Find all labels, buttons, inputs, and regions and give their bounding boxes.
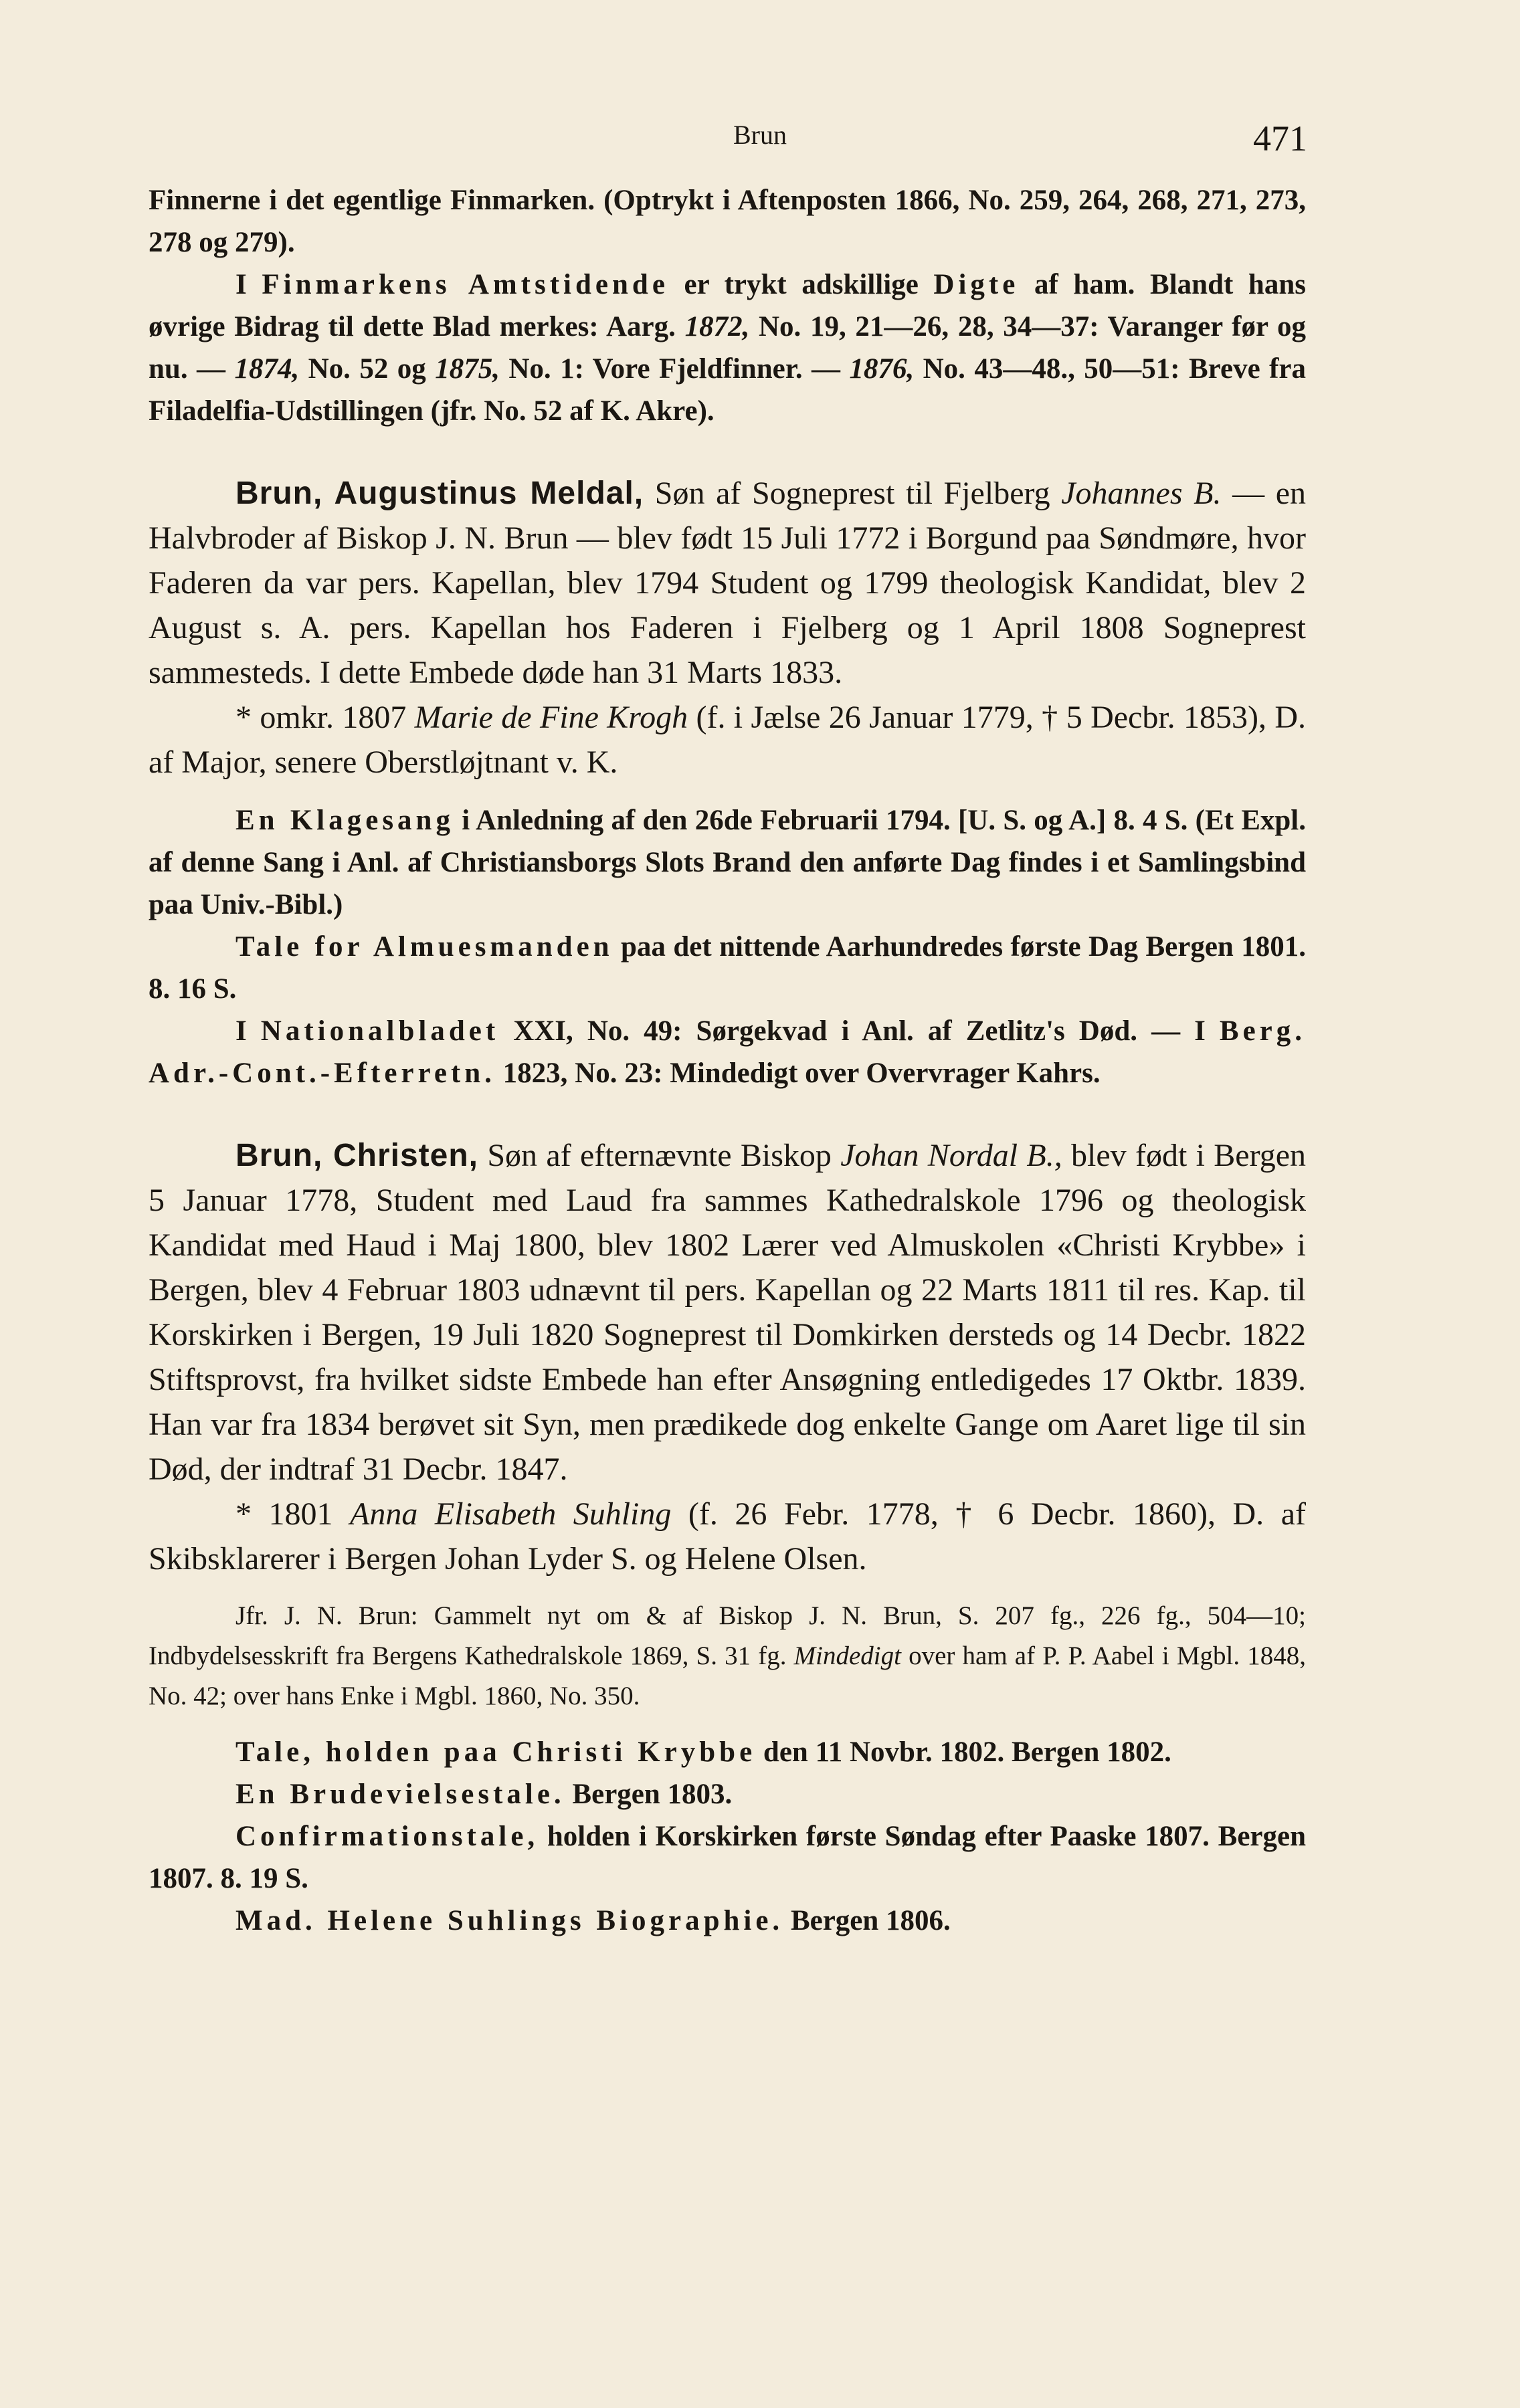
reference-note: Jfr. J. N. Brun: Gammelt nyt om & af Biskop J. N. Brun, S. 207 fg., 226 fg., 504—10; Indbydelsesskrift fra Bergens Kathedralskole 1869, S. 31 fg. Mindedigt over ham af P. P. Aabel i Mgbl. 1848, No. 42; over hans Enke i Mgbl. 1860, No. 350. [149, 1601, 1306, 1710]
work-item: En Brudevielsestale. Bergen 1803. [235, 1779, 733, 1810]
periodical-title: Finmarkens Amtstidende [262, 269, 669, 300]
running-head: Brun [733, 120, 787, 150]
entry-name: Brun, Augustinus Meldal, [235, 476, 644, 511]
work-item: I Nationalbladet XXI, No. 49: Sørgekvad i Anl. af Zetlitz's Død. — I Berg. Adr.-Cont.-Efterretn. 1823, No. 23: Mindedigt over Overvrager Kahrs. [149, 1015, 1307, 1089]
emphasis-word: Digte [933, 269, 1020, 300]
entry-biography-augustinus: Brun, Augustinus Meldal, Søn af Sogneprest til Fjelberg Johannes B. — en Halvbroder af Biskop J. N. Brun — blev født 15 Juli 1772 i Borgund paa Søndmøre, hvor Faderen da var pers. Kapellan, blev 1794 Student og 1799 theologisk Kandidat, blev 2 August s. A. pers. Kapellan hos Faderen i Fjelberg og 1 April 1808 Sogneprest sammesteds. I dette Embede døde han 31 Marts 1833. [149, 476, 1307, 690]
work-item: Confirmationstale, holden i Korskirken første Søndag efter Paaske 1807. Bergen 1807. 8. 19 S. [149, 1821, 1306, 1894]
continuation-works-paragraph: I Finmarkens Amtstidende er trykt adskillige Digte af ham. Blandt hans øvrige Bidrag til dette Blad merkes: Aarg. 1872, No. 19, 21—26, 28, 34—37: Varanger før og nu. — 1874, No. 52 og 1875, No. 1: Vore Fjeldfinner. — 1876, No. 43—48., 50—51: Breve fra Filadelfia-Udstillingen (jfr. No. 52 af K. Akre). [149, 269, 1306, 427]
page-number: 471 [1253, 118, 1307, 159]
work-item: Tale, holden paa Christi Krybbe den 11 Novbr. 1802. Bergen 1802. [235, 1736, 1171, 1768]
work-title: Tale, holden paa Christi Krybbe [235, 1736, 757, 1768]
spouse-name: Anna Elisabeth Suhling [350, 1496, 672, 1532]
entry-marriage-augustinus: * omkr. 1807 Marie de Fine Krogh (f. i Jælse 26 Januar 1779, † 5 Decbr. 1853), D. af Major, senere Oberstløjtnant v. K. [149, 700, 1306, 780]
entry-name: Brun, Christen, [235, 1138, 479, 1173]
entry-marriage-christen: * 1801 Anna Elisabeth Suhling (f. 26 Febr. 1778, † 6 Decbr. 1860), D. af Skibsklarerer i Bergen Johan Lyder S. og Helene Olsen. [149, 1496, 1306, 1577]
work-title: Tale for Almuesmanden [235, 931, 613, 963]
father-name: Johan Nordal B., [840, 1138, 1062, 1173]
father-name: Johannes B. [1061, 476, 1222, 511]
page-body [149, 179, 1306, 1942]
continuation-paragraph: Finnerne i det egentlige Finmarken. (Optrykt i Aftenposten 1866, No. 259, 264, 268, 271, 273, 278 og 279). [149, 185, 1306, 258]
periodical-title: Nationalbladet [260, 1015, 500, 1047]
entry-biography-christen: Brun, Christen, Søn af efternævnte Biskop Johan Nordal B., blev født i Bergen 5 Januar 1778, Student med Laud fra sammes Kathedralskole 1796 og theologisk Kandidat med Haud i Maj 1800, blev 1802 Lærer ved Almuskolen «Christi Krybbe» i Bergen, blev 4 Februar 1803 udnævnt til pers. Kapellan og 22 Marts 1811 til res. Kap. til Korskirken i Bergen, 19 Juli 1820 Sogneprest til Domkirken dersteds og 14 Decbr. 1822 Stiftsprovst, fra hvilket sidste Embede han efter Ansøgning entledigedes 17 Oktbr. 1839. Han var fra 1834 berøvet sit Syn, men prædikede dog enkelte Gange om Aaret lige til sin Død, der indtraf 31 Decbr. 1847. [149, 1138, 1307, 1487]
work-title: En Klagesang [235, 805, 454, 836]
work-title: En Brudevielsestale. [235, 1779, 565, 1810]
spouse-name: Marie de Fine Krogh [414, 700, 688, 735]
work-title: Mad. Helene Suhlings Biographie. [235, 1905, 784, 1936]
work-item: Mad. Helene Suhlings Biographie. Bergen 1806. [235, 1905, 951, 1936]
periodical-title: Berg. Adr.-Cont.-Efterretn. [149, 1015, 1307, 1089]
work-title: Confirmationstale, [235, 1821, 539, 1852]
work-item: Tale for Almuesmanden paa det nittende Aarhundredes første Dag Bergen 1801. 8. 16 S. [149, 931, 1307, 1005]
work-item: En Klagesang i Anledning af den 26de Februarii 1794. [U. S. og A.] 8. 4 S. (Et Expl. af denne Sang i Anl. af Christiansborgs Slots Brand den anførte Dag findes i et Samlingsbind paa Univ.-Bibl.) [149, 805, 1306, 920]
